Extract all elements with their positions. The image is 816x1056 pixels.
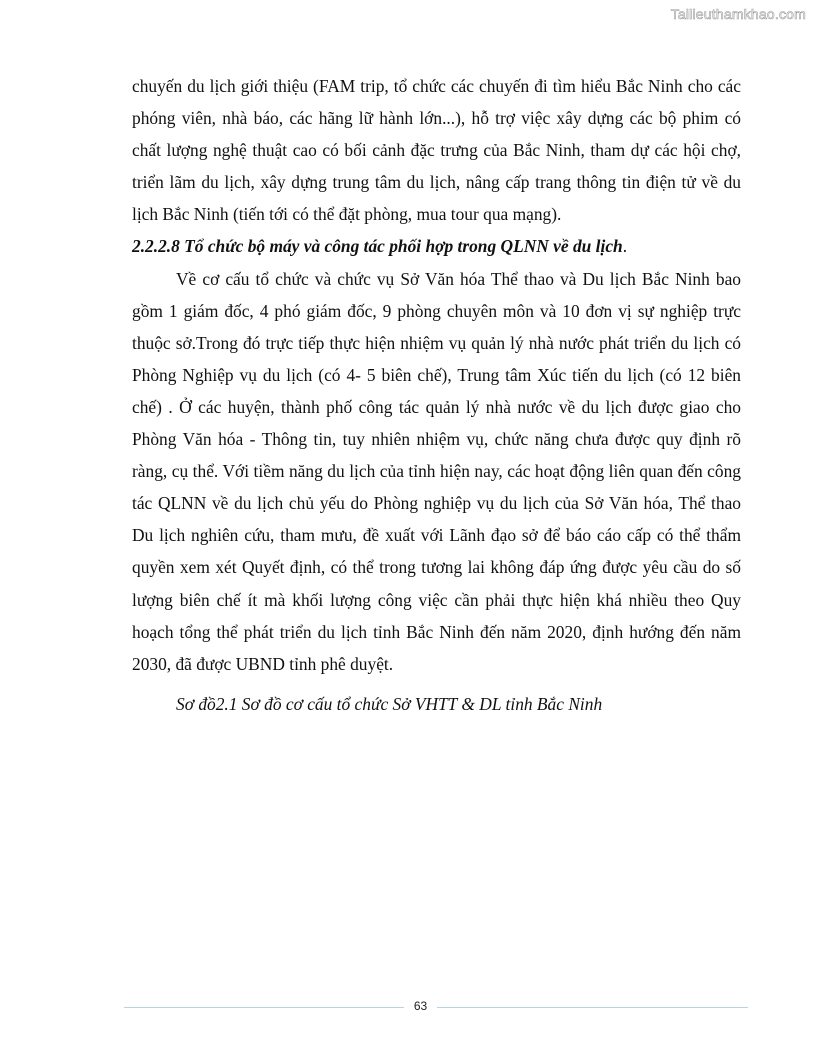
document-body	[132, 70, 741, 720]
section-heading-text: 2.2.2.8 Tổ chức bộ máy và công tác phối hợp trong QLNN về du lịch	[132, 236, 623, 257]
footer-divider-right	[437, 1007, 748, 1008]
paragraph-organization: Về cơ cấu tổ chức và chức vụ Sở Văn hóa Thể thao và Du lịch Bắc Ninh bao gồm 1 giám đốc, 4 phó giám đốc, 9 phòng chuyên môn và 10 đơn vị sự nghiệp trực thuộc sở.Trong đó trực tiếp thực hiện nhiệm vụ quản lý nhà nước phát triển du lịch có Phòng Nghiệp vụ du lịch (có 4- 5 biên chế), Trung tâm Xúc tiến du lịch (có 12 biên chế) . Ở các huyện, thành phố công tác quản lý nhà nước về du lịch được giao cho Phòng Văn hóa - Thông tin, tuy nhiên nhiệm vụ, chức năng chưa được quy định rõ ràng, cụ thể. Với tiềm năng du lịch của tỉnh hiện nay, các hoạt động liên quan đến công tác QLNN về du lịch chủ yếu do Phòng nghiệp vụ du lịch của Sở Văn hóa, Thể thao Du lịch nghiên cứu, tham mưu, đề xuất với Lãnh đạo sở để báo cáo cấp có thể thẩm quyền xem xét Quyết định, có thể trong tương lai không đáp ứng được yêu cầu do số lượng biên chế ít mà khối lượng công việc cần phải thực hiện khá nhiều theo Quy hoạch tổng thể phát triển du lịch tỉnh Bắc Ninh đến năm 2020, định hướng đến năm 2030, đã được UBND tỉnh phê duyệt.	[132, 268, 741, 674]
section-heading-period: .	[622, 236, 628, 257]
site-watermark: Tailieuthamkhao.com	[670, 6, 806, 22]
figure-caption: Sơ đồ2.1 Sơ đồ cơ cấu tổ chức Sở VHTT & DL tỉnh Bắc Ninh	[176, 693, 603, 714]
footer-divider-left	[124, 1007, 404, 1008]
page-number: 63	[413, 999, 428, 1013]
section-heading	[132, 230, 741, 262]
paragraph-intro: chuyến du lịch giới thiệu (FAM trip, tổ chức các chuyến đi tìm hiểu Bắc Ninh cho các phóng viên, nhà báo, các hãng lữ hành lớn...), hỗ trợ việc xây dựng các bộ phim có chất lượng nghệ thuật cao có bối cảnh đặc trưng của Bắc Ninh, tham dự các hội chợ, triển lãm du lịch, xây dựng trung tâm du lịch, nâng cấp trang thông tin điện tử về du lịch Bắc Ninh (tiến tới có thể đặt phòng, mua tour qua mạng).	[132, 76, 741, 225]
